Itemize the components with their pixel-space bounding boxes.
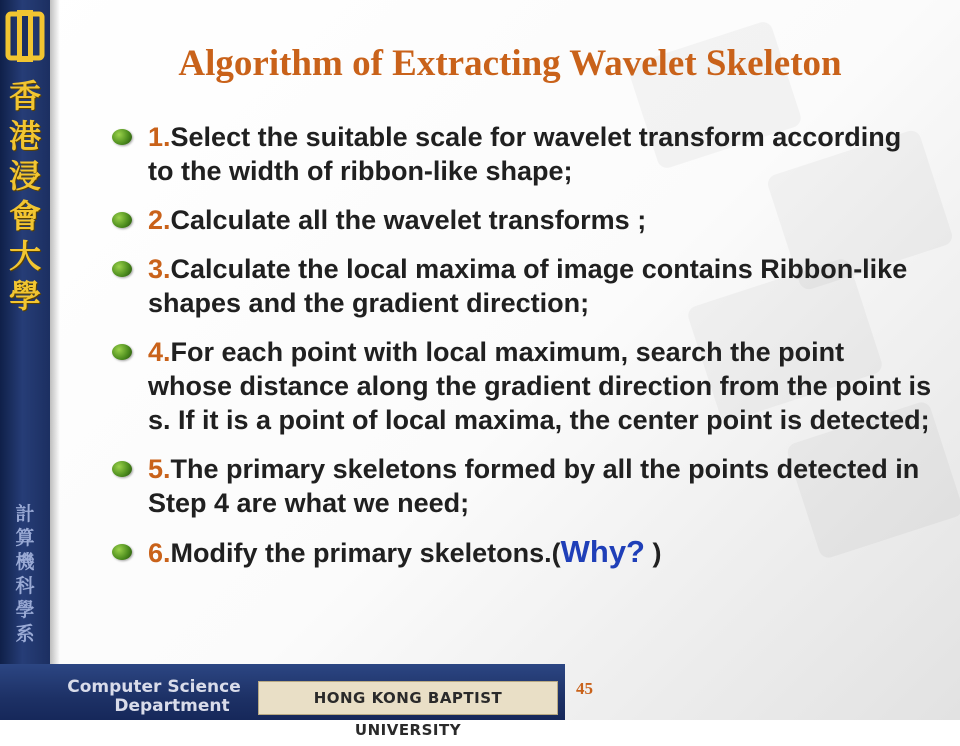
green-sphere-bullet-icon xyxy=(112,129,132,145)
hkbu-book-logo-icon xyxy=(3,6,47,66)
sidebar-char: 學 xyxy=(15,599,35,621)
university-name-plate: HONG KONG BAPTIST UNIVERSITY xyxy=(258,681,558,715)
sidebar-char: 學 xyxy=(8,277,41,315)
bullet-text xyxy=(148,452,932,520)
sidebar-char: 浸 xyxy=(8,157,41,195)
bullet-item xyxy=(112,452,932,520)
bullet-text xyxy=(148,252,932,320)
bullet-text xyxy=(148,203,932,237)
bullet-text xyxy=(148,535,932,570)
sidebar-char: 港 xyxy=(8,117,41,155)
bullet-item xyxy=(112,335,932,437)
green-sphere-bullet-icon xyxy=(112,461,132,477)
bullet-item xyxy=(112,252,932,320)
sidebar-char: 系 xyxy=(15,623,35,645)
department-line-1: Computer Science xyxy=(67,677,241,697)
step-text: Select the suitable scale for wavelet transform according to the width of ribbon-like shape; xyxy=(148,122,902,186)
step-text: Modify the primary skeletons.( xyxy=(170,538,561,568)
sidebar-char: 機 xyxy=(15,551,35,573)
step-text: For each point with local maximum, search the point whose distance along the gradient direction from the point is s. If it is a point of local maxima, the center point is detected; xyxy=(148,337,932,435)
bullet-item xyxy=(112,535,932,570)
green-sphere-bullet-icon xyxy=(112,344,132,360)
page-number: 45 xyxy=(576,679,593,698)
bullet-list xyxy=(112,120,932,585)
department-name xyxy=(64,678,244,716)
bullet-item xyxy=(112,120,932,188)
sidebar-shadow xyxy=(50,0,60,720)
sidebar-char: 大 xyxy=(8,237,41,275)
step-number: 4. xyxy=(148,337,171,367)
department-chinese-name xyxy=(3,502,47,646)
sidebar xyxy=(0,0,50,720)
step-number: 2. xyxy=(148,205,171,235)
step-text: Calculate the local maxima of image contains Ribbon-like shapes and the gradient direction; xyxy=(148,254,908,318)
step-text: Calculate all the wavelet transforms ; xyxy=(170,205,647,235)
green-sphere-bullet-icon xyxy=(112,261,132,277)
bullet-item xyxy=(112,203,932,237)
why-emphasis: Why? xyxy=(560,534,645,569)
bullet-text xyxy=(148,335,932,437)
step-text-tail: ) xyxy=(645,538,662,568)
bullet-text xyxy=(148,120,932,188)
sidebar-char: 香 xyxy=(8,77,41,115)
sidebar-char: 會 xyxy=(8,197,41,235)
step-number: 1. xyxy=(148,122,171,152)
green-sphere-bullet-icon xyxy=(112,212,132,228)
department-line-2: Department xyxy=(114,696,230,716)
step-number: 5. xyxy=(148,454,171,484)
slide-title: Algorithm of Extracting Wavelet Skeleton xyxy=(178,43,842,84)
step-text: The primary skeletons formed by all the points detected in Step 4 are what we need; xyxy=(148,454,920,518)
step-number: 6. xyxy=(148,538,171,568)
green-sphere-bullet-icon xyxy=(112,544,132,560)
sidebar-char: 科 xyxy=(15,575,35,597)
sidebar-char: 計 xyxy=(15,503,35,525)
step-number: 3. xyxy=(148,254,171,284)
sidebar-char: 算 xyxy=(15,527,35,549)
university-chinese-name xyxy=(3,76,47,316)
